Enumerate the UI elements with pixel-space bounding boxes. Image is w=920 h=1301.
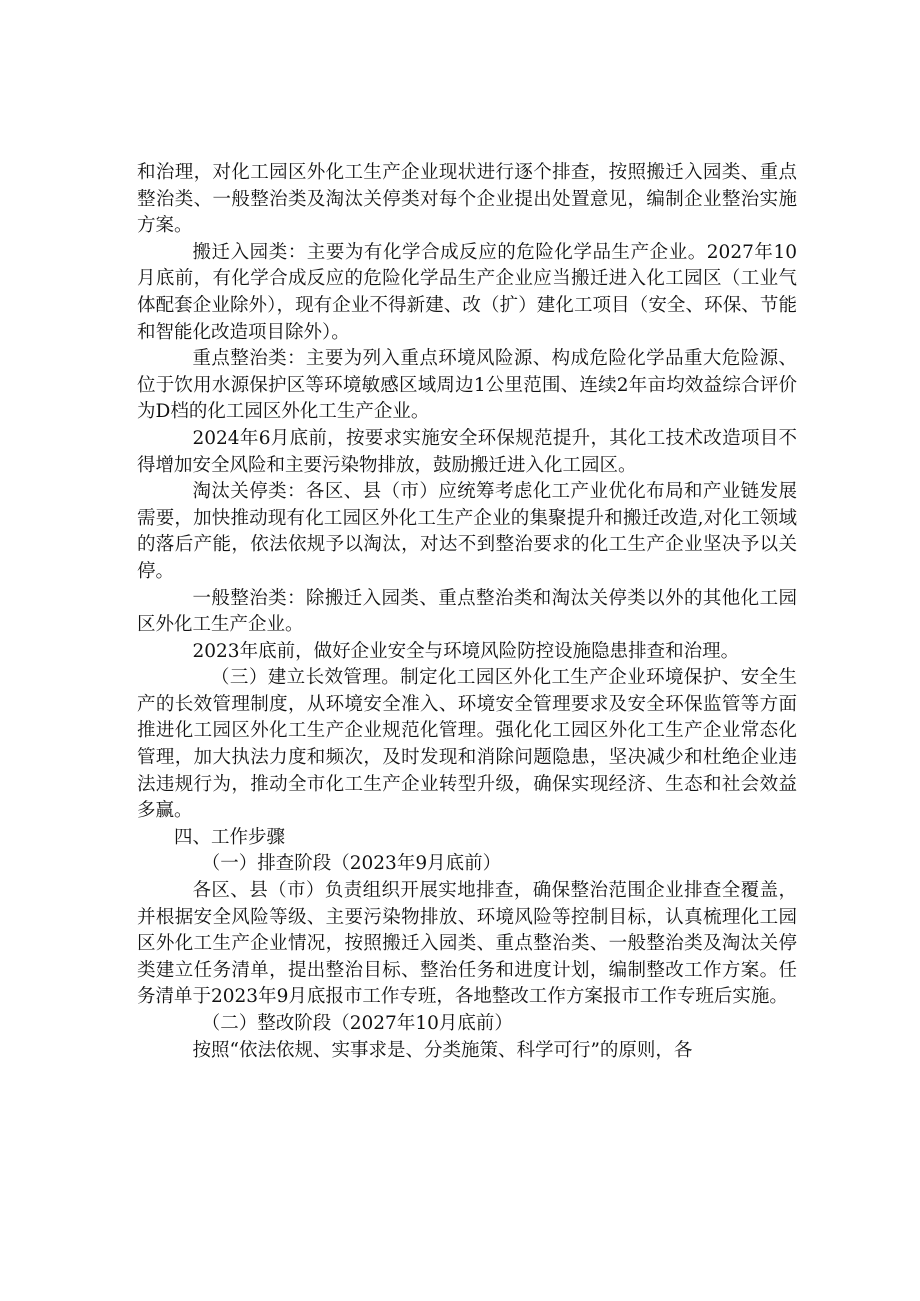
paragraph-investigation-details: 各区、县（市）负责组织开展实地排查，确保整治范围企业排查全覆盖，并根据安全风险等级、主要污染物排放、环境风险等控制目标，认真梳理化工园区外化工生产企业情况，按照搬迁入园类、重点整治类、一般整治类及淘汰关停类建立任务清单，提出整治目标、整治任务和进度计划，编制整改工作方案。任务清单于2023年9月底报市工作专班，各地整改工作方案报市工作专班后实施。: [137, 880, 797, 1008]
document-page: [137, 160, 797, 1064]
paragraph-2023-deadline: 2023年底前，做好企业安全与环境风险防控设施隐患排查和治理。: [192, 640, 740, 662]
paragraph-2024-deadline: 2024年6月底前，按要求实施安全环保规范提升，其化工技术改造项目不得增加安全风险和主要污染物排放，鼓励搬迁进入化工园区。: [137, 427, 797, 476]
subheading-investigation-stage: （一）排查阶段（2023年9月底前）: [201, 853, 502, 875]
subheading-rectification-stage: （二）整改阶段（2027年10月底前）: [201, 1013, 513, 1034]
section-heading-work-steps: 四、工作步骤: [174, 826, 286, 848]
paragraph-long-term-management: （三）建立长效管理。制定化工园区外化工生产企业环境保护、安全生产的长效管理制度，从环境安全准入、环境安全管理要求及安全环保监管等方面推进化工园区外化工生产企业规范化管理。强化化工园区外化工生产企业常态化管理，加大执法力度和频次，及时发现和消除问题隐患，坚决减少和杜绝企业违法违规行为，推动全市化工生产企业转型升级，确保实现经济、生态和社会效益多赢。: [137, 667, 797, 822]
paragraph-general-rectification-category: 一般整治类：除搬迁入园类、重点整治类和淘汰关停类以外的其他化工园区外化工生产企业。: [137, 587, 797, 636]
paragraph-key-rectification-category: 重点整治类：主要为列入重点环境风险源、构成危险化学品重大危险源、位于饮用水源保护区等环境敏感区域周边1公里范围、连续2年亩均效益综合评价为D档的化工园区外化工生产企业。: [137, 348, 797, 423]
paragraph-rectification-principles: 按照“依法依规、实事求是、分类施策、科学可行”的原则，各: [192, 1039, 693, 1061]
paragraph-intro-continuation: 和治理，对化工园区外化工生产企业现状进行逐个排查，按照搬迁入园类、重点整治类、一般整治类及淘汰关停类对每个企业提出处置意见，编制企业整治实施方案。: [137, 162, 797, 237]
paragraph-relocation-category: 搬迁入园类：主要为有化学合成反应的危险化学品生产企业。2027年10月底前，有化学合成反应的危险化学品生产企业应当搬迁进入化工园区（工业气体配套企业除外），现有企业不得新建、改（扩）建化工项目（安全、环保、节能和智能化改造项目除外）。: [137, 241, 797, 343]
paragraph-elimination-category: 淘汰关停类：各区、县（市）应统筹考虑化工产业优化布局和产业链发展需要，加快推动现有化工园区外化工生产企业的集聚提升和搬迁改造,对化工领域的落后产能，依法依规予以淘汰，对达不到整治要求的化工生产企业坚决予以关停。: [137, 481, 797, 582]
